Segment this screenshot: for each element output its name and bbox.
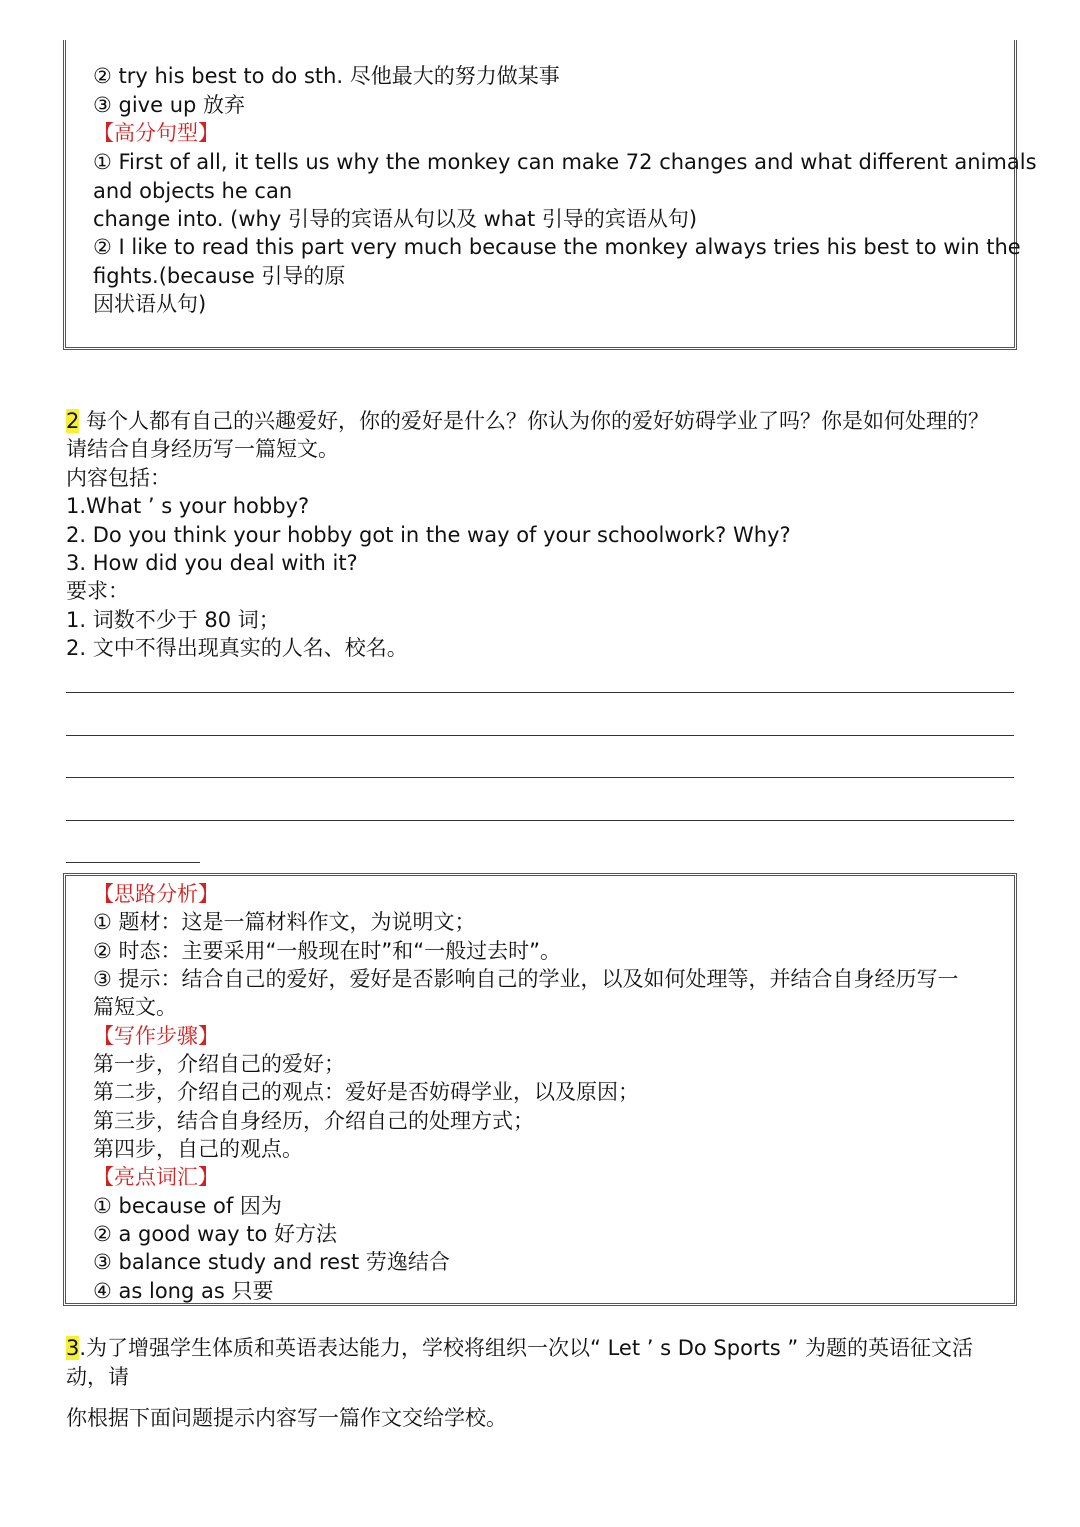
- analysis-item: ① 题材：这是一篇材料作文，为说明文；: [93, 910, 476, 934]
- prompt-text-line2: 动，请: [66, 1365, 129, 1389]
- section-heading-sentences: 【高分句型】: [93, 121, 219, 145]
- requirements-heading: 要求：: [66, 579, 129, 603]
- previous-question-notes-box: [63, 40, 1037, 350]
- question-number: 2: [66, 409, 80, 433]
- writing-guidance-box: [63, 873, 1017, 1306]
- content-item: 3. How did you deal with it?: [66, 551, 358, 575]
- answer-line[interactable]: [66, 820, 1014, 821]
- question-2-prompt: [66, 407, 989, 435]
- prompt-text-line2: 请结合自身经历写一篇短文。: [66, 437, 339, 461]
- prompt-text-line3: 你根据下面问题提示内容写一篇作文交给学校。: [66, 1406, 507, 1430]
- sentence-line: fights.(because 引导的原: [93, 264, 346, 288]
- question-number: 3: [66, 1336, 80, 1360]
- requirement-item: 1. 词数不少于 80 词；: [66, 608, 280, 632]
- vocab-item: ① because of 因为: [93, 1194, 282, 1218]
- vocab-item: ③ balance study and rest 劳逸结合: [93, 1250, 450, 1274]
- answer-line[interactable]: [66, 862, 200, 863]
- sentence-line: ① First of all, it tells us why the monkey can make 72 changes and what different animals: [93, 150, 1037, 174]
- sentence-line: 因状语从句): [93, 292, 207, 316]
- vocab-item: ② a good way to 好方法: [93, 1222, 337, 1246]
- answer-line[interactable]: [66, 692, 1014, 693]
- step-item: 第一步，介绍自己的爱好；: [93, 1052, 345, 1076]
- vocab-item: ④ as long as 只要: [93, 1279, 274, 1303]
- question-3-prompt: [66, 1334, 973, 1362]
- content-item: 1.What ’ s your hobby?: [66, 494, 310, 518]
- step-item: 第四步，自己的观点。: [93, 1137, 303, 1161]
- step-item: 第二步，介绍自己的观点：爱好是否妨碍学业，以及原因；: [93, 1080, 639, 1104]
- answer-line[interactable]: [66, 735, 1014, 736]
- section-heading-analysis: 【思路分析】: [93, 882, 219, 906]
- step-item: 第三步，结合自身经历，介绍自己的处理方式；: [93, 1109, 534, 1133]
- phrase-line: ② try his best to do sth. 尽他最大的努力做某事: [93, 64, 560, 88]
- sentence-line: ② I like to read this part very much because the monkey always tries his best to win the: [93, 235, 1021, 259]
- answer-line[interactable]: [66, 777, 1014, 778]
- analysis-item: ② 时态：主要采用“一般现在时”和“一般过去时”。: [93, 939, 562, 963]
- analysis-item: ③ 提示：结合自己的爱好，爱好是否影响自己的学业，以及如何处理等，并结合自身经历写一: [93, 967, 959, 991]
- requirement-item: 2. 文中不得出现真实的人名、校名。: [66, 636, 408, 660]
- content-heading: 内容包括：: [66, 466, 171, 490]
- prompt-text: .为了增强学生体质和英语表达能力，学校将组织一次以“ Let ’ s Do Sports ” 为题的英语征文活: [79, 1336, 973, 1360]
- prompt-text: 每个人都有自己的兴趣爱好，你的爱好是什么？你认为你的爱好妨碍学业了吗？你是如何处理的？: [79, 409, 990, 433]
- phrase-line: ③ give up 放弃: [93, 93, 246, 117]
- sentence-line: and objects he can: [93, 179, 293, 203]
- sentence-line: change into. (why 引导的宾语从句以及 what 引导的宾语从句): [93, 207, 698, 231]
- analysis-item: 篇短文。: [93, 995, 177, 1019]
- content-item: 2. Do you think your hobby got in the way of your schoolwork? Why?: [66, 523, 791, 547]
- section-heading-vocab: 【亮点词汇】: [93, 1165, 219, 1189]
- section-heading-steps: 【写作步骤】: [93, 1024, 219, 1048]
